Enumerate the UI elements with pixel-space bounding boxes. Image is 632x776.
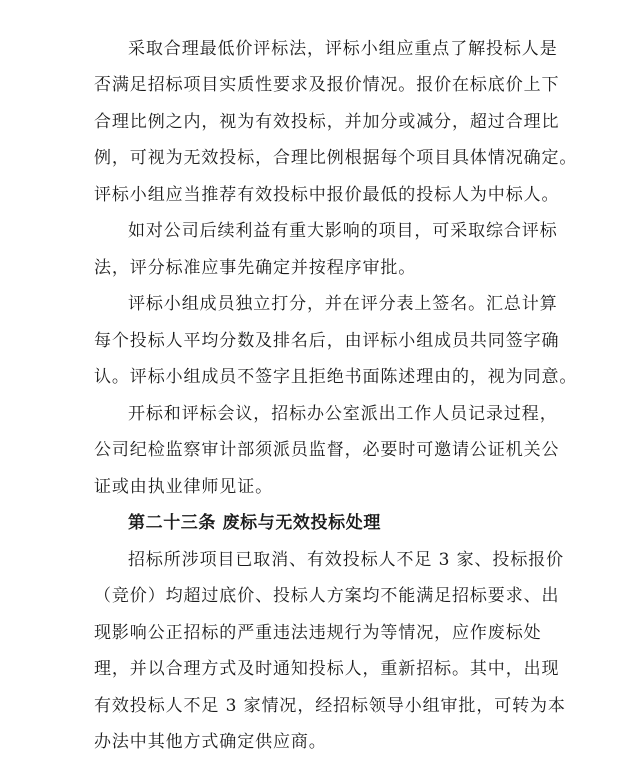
paragraph-3-line-1: 评标小组成员独立打分，并在评分表上签名。汇总计算: [128, 294, 558, 314]
paragraph-1-line-4: 例，可视为无效投标，合理比例根据每个项目具体情况确定。: [94, 148, 578, 168]
paragraph-5-line-3: 现影响公正招标的严重违法违规行为等情况，应作废标处: [94, 623, 542, 643]
paragraph-4-line-1: 开标和评标会议，招标办公室派出工作人员记录过程，: [128, 404, 558, 424]
paragraph-2-line-2: 法，评分标准应事先确定并按程序审批。: [94, 258, 417, 278]
paragraph-5-line-1: 招标所涉项目已取消、有效投标人不足 3 家、投标报价: [128, 550, 565, 570]
paragraph-5-line-6: 办法中其他方式确定供应商。: [94, 732, 327, 752]
paragraph-2-line-1: 如对公司后续利益有重大影响的项目，可采取综合评标: [128, 221, 558, 241]
paragraph-1-line-5: 评标小组应当推荐有效投标中报价最低的投标人为中标人。: [94, 185, 560, 205]
paragraph-1-line-2: 否满足招标项目实质性要求及报价情况。报价在标底价上下: [94, 75, 560, 95]
paragraph-4-line-2: 公司纪检监察审计部须派员监督，必要时可邀请公证机关公: [94, 440, 560, 460]
paragraph-1-line-3: 合理比例之内，视为有效投标，并加分或减分，超过合理比: [94, 112, 560, 132]
paragraph-3-line-3: 认。评标小组成员不签字且拒绝书面陈述理由的，视为同意。: [94, 367, 578, 387]
paragraph-5-line-2: （竞价）均超过底价、投标人方案均不能满足招标要求、出: [94, 586, 560, 606]
paragraph-5-line-4: 理，并以合理方式及时通知投标人，重新招标。其中，出现: [94, 659, 560, 679]
paragraph-5-line-5: 有效投标人不足 3 家情况，经招标领导小组审批，可转为本: [94, 696, 566, 716]
article-heading: 第二十三条 废标与无效投标处理: [128, 513, 381, 533]
paragraph-4-line-3: 证或由执业律师见证。: [94, 477, 273, 497]
paragraph-3-line-2: 每个投标人平均分数及排名后，由评标小组成员共同签字确: [94, 331, 560, 351]
paragraph-1-line-1: 采取合理最低价评标法，评标小组应重点了解投标人是: [128, 39, 558, 59]
